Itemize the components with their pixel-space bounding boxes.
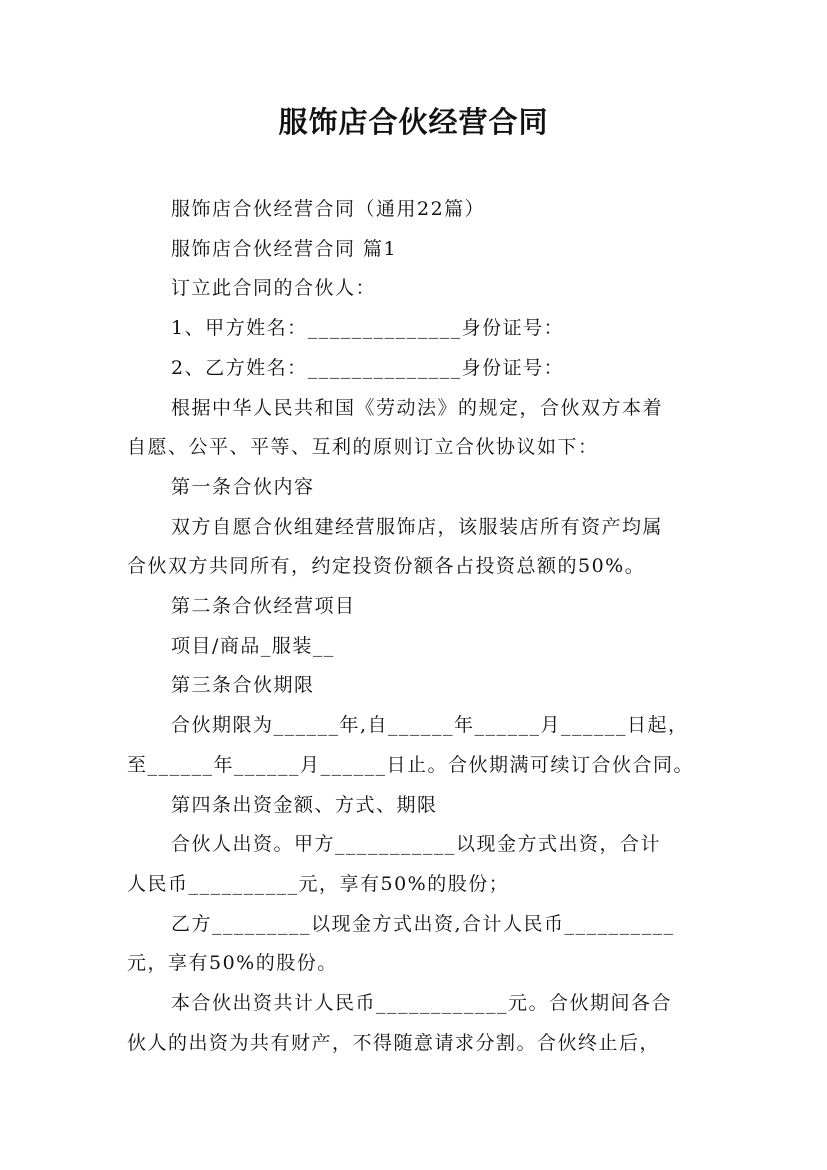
paragraph-line: 合伙期限为______年,自______年______月______日起， xyxy=(171,714,689,737)
paragraph-line: 本合伙出资共计人民币____________元。合伙期间各合 xyxy=(171,992,673,1015)
paragraph-line: 第二条合伙经营项目 xyxy=(171,595,356,618)
paragraph-line: 第三条合伙期限 xyxy=(171,674,315,697)
paragraph-line: 2、乙方姓名：______________身份证号： xyxy=(171,356,565,379)
paragraph-line: 项目/商品_服装__ xyxy=(171,634,335,657)
paragraph-line: 双方自愿合伙组建经营服饰店，该服装店所有资产均属 xyxy=(171,515,664,538)
paragraph-line: 合伙双方共同所有，约定投资份额各占投资总额的50%。 xyxy=(127,555,646,578)
paragraph-line: 根据中华人民共和国《劳动法》的规定，合伙双方本着 xyxy=(171,396,664,419)
paragraph-line: 第一条合伙内容 xyxy=(171,475,315,498)
paragraph-line: 第四条出资金额、方式、期限 xyxy=(171,793,438,816)
document-title: 服饰店合伙经营合同 xyxy=(278,105,549,139)
paragraph-line: 至______年______月______日止。合伙期满可续订合伙合同。 xyxy=(127,753,695,776)
paragraph-line: 服饰店合伙经营合同 篇1 xyxy=(171,237,398,260)
paragraph-line: 订立此合同的合伙人： xyxy=(171,277,377,300)
paragraph-line: 1、甲方姓名：______________身份证号： xyxy=(171,317,565,340)
paragraph-line: 服饰店合伙经营合同（通用22篇） xyxy=(171,198,486,220)
paragraph-line: 伙人的出资为共有财产，不得随意请求分割。合伙终止后， xyxy=(127,1031,661,1054)
paragraph-line: 元，享有50%的股份。 xyxy=(127,952,338,975)
paragraph-line: 合伙人出资。甲方___________以现金方式出资，合计 xyxy=(171,833,662,856)
document-body xyxy=(127,190,705,1063)
paragraph-line: 人民币__________元，享有50%的股份； xyxy=(127,872,510,895)
paragraph-line: 自愿、公平、平等、互利的原则订立合伙协议如下： xyxy=(127,436,599,459)
paragraph-line: 乙方_________以现金方式出资,合计人民币__________ xyxy=(171,912,675,935)
